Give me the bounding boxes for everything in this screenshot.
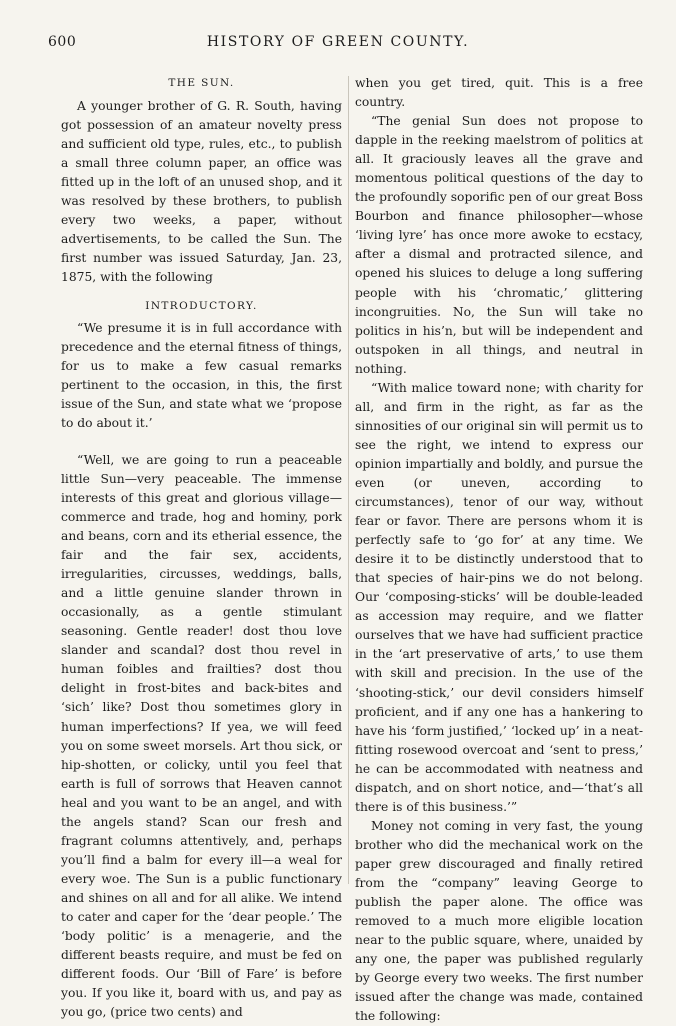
paragraph-gap <box>61 433 342 451</box>
paragraph-continued: when you get tired, quit. This is a free country. <box>355 76 643 110</box>
running-head: HISTORY OF GREEN COUNTY. <box>206 34 470 50</box>
left-column <box>61 74 342 1022</box>
section-heading-introductory: INTRODUCTORY. <box>145 299 258 312</box>
paragraph-presume: “We presume it is in full accordance with precedence and the eternal fitness of things, for us to make a few casual remarks pertinent to the occasion, in this, the first issue of the Sun, and state what we ‘propose to do about it.’ <box>61 320 342 430</box>
paragraph-intro: A younger brother of G. R. South, having got possession of an amateur novelty press and sufficient old type, rules, etc., to publish a small three column paper, an office was fitted up in the loft of an unused shop, and it was resolved by these brothers, to publish every two weeks, a paper, without advertisements, to be called the Sun. The first number was issued Saturday, Jan. 23, 1875, with the following <box>61 99 342 285</box>
section-heading-the-sun: THE SUN. <box>168 77 235 89</box>
column-divider <box>348 76 349 884</box>
paragraph-malice: “With malice toward none; with charity for all, and firm in the right, as far as the sinnosities of our original sin will permit us to see the right, we intend to express our opinion impartially and boldly, and pursue the even (or uneven, according to circumstances), tenor of our way, without fear or favor. There are persons whom it is perfectly safe to ‘go for’ at any time. We desire it to be distinctly understood that to that species of hair-pins we do not belong. Our ‘composing-sticks’ will be double-leaded as accession may require, and we flatter ourselves that we have had sufficient practice in the ‘art preservative of arts,’ to use them with skill and precision. In the use of the ‘shooting-stick,’ our devil considers himself proficient, and if any one has a hankering to have his ‘form justified,’ ‘locked up’ in a neat-fitting rosewood overcoat and ‘sent to press,’ he can be accommodated with neatness and dispatch, and on short notice, and—‘that’s all there is of this business.’” <box>355 380 643 814</box>
page-number: 600 <box>48 34 77 50</box>
paragraph-politics: “The genial Sun does not propose to dapple in the reeking maelstrom of politics at all. It graciously leaves all the grave and momentous political questions of the day to the profoundly soporific pen of our great Boss Bourbon and finance philosopher—whose ‘living lyre’ has once more awoke to ecstacy, after a dismal and protracted silence, and opened his sluices to deluge a long suffering people with his ‘chromatic,’ glittering incongruities. No, the Sun will take no politics in his’n, but will be independent and outspoken in all things, and neutral in nothing. <box>355 114 643 376</box>
right-column <box>355 74 643 1026</box>
paragraph-money: Money not coming in very fast, the young brother who did the mechanical work on the paper grew discouraged and finally retired from the “company” leaving George to publish the paper alone. The office was removed to a much more eligible location near to the public square, where, unaided by any one, the paper was published regularly by George every two weeks. The first number issued after the change was made, contained the following: <box>355 818 643 1024</box>
paragraph-peaceable: “Well, we are going to run a peaceable little Sun—very peaceable. The immense interests of this great and glorious village—commerce and trade, hog and hominy, pork and beans, corn and its etherial essence, the fair and the fair sex, accidents, irregularities, circusses, weddings, balls, and a little genuine slander thrown in occasionally, as a gentle stimulant seasoning. Gentle reader! dost thou love slander and scandal? dost thou revel in human foibles and frailties? dost thou delight in frost-bites and back-bites and ‘sich’ like? Dost thou sometimes glory in human imperfections? If yea, we will feed you on some sweet morsels. Art thou sick, or hip-shotten, or colicky, until you feel that earth is full of sorrows that Heaven cannot heal and you want to be an angel, and with the angels stand? Scan our fresh and fragrant columns attentively, and, perhaps you’ll find a balm for every ill—a weal for every woe. The Sun is a public functionary and shines on all and for all alike. We intend to cater and caper for the ‘dear people.’ The ‘body politic’ is a menagerie, and the different beasts require, and must be fed on different foods. Our ‘Bill of Fare’ is before you. If you like it, board with us, and pay as you go, (price two cents) and <box>61 452 342 1020</box>
